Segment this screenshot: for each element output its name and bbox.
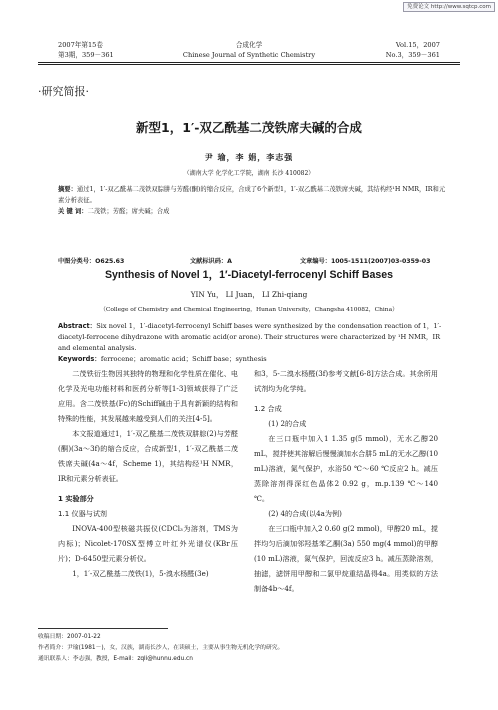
keywords-label-en: Keywords：: [58, 355, 101, 363]
journal-name-zh: 合成化学: [235, 41, 263, 49]
volume-year: Vol.15，2007: [395, 41, 440, 49]
synthesis-4-heading: (2) 4的合成(以4a为例): [268, 509, 342, 518]
journal-name-en: Chinese Journal of Synthetic Chemistry: [182, 50, 316, 59]
subsection-heading-instruments: 1.1 仪器与试剂: [58, 509, 108, 518]
body-left-column: [58, 366, 238, 581]
footnotes: [38, 632, 460, 665]
author-bio: 作者简介：尹瑜(1981－)，女，汉族，湖南长沙人，在读硕士，主要从事生物无机化学的研究。: [38, 645, 284, 651]
abstract-label-en: Abstract：: [58, 322, 97, 330]
synthesis-2-heading: (1) 2的合成: [268, 419, 307, 428]
section-heading-experimental: 1 实验部分: [58, 494, 94, 503]
doc-code: 文献标识码：A: [190, 258, 232, 265]
volume-pages: No.3，359－361: [385, 50, 440, 59]
synthesis-4-paragraph: 在三口瓶中加入2 0.60 g(2 mmol)，甲醇20 mL，搅拌均匀后滴加邻羟基苯乙酮(3a) 550 mg(4 mmol)的甲醇(10 mL)溶液，氮气保护，回流反应3 h。减压蒸除溶剂，抽滤，滤饼用甲醇和二氯甲烷重结晶得4a。用类似的方法制备4b～4f。: [254, 524, 438, 593]
authors-zh: 尹 瑜，李 娟，李志强: [204, 152, 294, 162]
keywords-zh: 二茂铁；芳醛；席夫碱；合成: [87, 208, 170, 215]
keywords-label-zh: 关 键 词：: [58, 208, 88, 215]
body-right-column: [254, 366, 438, 596]
header-rule: [38, 62, 460, 63]
volume-info: [386, 41, 440, 60]
reagents-paragraph: 1，1′-双乙酰基二茂铁(1)，5-溴水杨醛(3e): [72, 569, 209, 578]
paper-title-zh: 新型1，1′-双乙酰基二茂铁席夫碱的合成: [136, 120, 362, 135]
keywords-en: ferrocene；aromatic acid；Schiff base；synthesis: [100, 355, 267, 363]
affiliation-zh: （湖南大学 化学化工学院，湖南 长沙 410082）: [183, 170, 315, 177]
abstract-label-zh: 摘要：: [58, 186, 77, 193]
affiliation-en: （College of Chemistry and Chemical Engineering，Hunan University，Changsha 410082，China）: [99, 307, 399, 313]
abstract-text-en: Six novel 1，1′-diacetyl-ferrocenyl Schiff bases were synthesized by the condensation reaction of 1，1′-diacetyl-ferrocene dihydrazone with aromatic acid(or arone). Their structures were characterized by ¹H NMR，IR and elemental analysis.: [58, 322, 442, 352]
subsection-heading-synthesis: 1.2 合成: [254, 404, 282, 413]
received-date: 收稿日期：2007-01-22: [38, 634, 101, 640]
abstract-zh: [58, 184, 450, 217]
reagents-paragraph-cont: 和3，5-二溴水杨醛(3f)参考文献[6-8]方法合成。其余所用试剂均为化学纯。: [254, 369, 438, 393]
synthesis-2-paragraph: 在三口瓶中加入1 1.35 g(5 mmol)，无水乙醇20 mL，搅拌使其溶解后慢慢滴加水合肼5 mL的无水乙醇(10 mL)溶液，氮气保护，水浴50 ℃～60 ℃反应2 h。减压蒸除溶剂得深红色晶体2 0.92 g，m.p.139 ℃～140 ℃。: [254, 434, 438, 503]
footnote-rule: [38, 628, 168, 629]
abstract-en: [58, 321, 450, 365]
issue-year-volume: 2007年第15卷: [58, 41, 103, 49]
section-tag: ·研究简报·: [38, 85, 89, 98]
intro-paragraph-2: 本文报道通过1，1′-双乙酰基二茂铁双肼腙(2)与芳醛(酮)(3a～3f)的缩合反应，合成新型1，1′-双乙酰基二茂铁席夫碱(4a～4f，Scheme 1)，其结构经¹H NMR，IR和元素分析表征。: [58, 429, 238, 483]
issue-number-pages: 第3期，359－361: [58, 50, 114, 59]
contact-info: 通讯联系人：李志强，教授，E-mail：zqli@hunnu.edu.cn: [38, 656, 193, 662]
header-rule-thin: [38, 64, 460, 65]
article-number: 文章编号：1005-1511(2007)03-0359-03: [300, 258, 431, 265]
intro-paragraph-1: 二茂铁衍生物因其独特的物理和化学性质在催化、电化学及光电功能材料和医药分析等[1-3]领域获得了广泛应用。含二茂铁基(Fc)的Schiff碱由于具有新颖的结构和特殊的性能，其发展越来越受到人们的关注[4-5]。: [58, 369, 238, 423]
instruments-paragraph: INOVA-400型核磁共振仪(CDCl₃为溶剂，TMS为内标)；Nicolet-170SX型傅立叶红外光谱仪(KBr压片)；D-6450型元素分析仪。: [58, 524, 238, 563]
class-number: 中图分类号：O625.63: [58, 258, 125, 265]
source-link-badge[interactable]: 免费论文 http://www.sqtcp.com: [403, 2, 495, 12]
paper-title-en: Synthesis of Novel 1，1′-Diacetyl-ferrocenyl Schiff Bases: [104, 269, 394, 281]
authors-en: YIN Yu， LI Juan， LI Zhi-qiang: [190, 290, 308, 299]
abstract-text-zh: 通过1，1′-双乙酰基二茂铁双腙肼与芳醛(酮)的缩合反应，合成了6个新型1，1′-双乙酰基二茂铁席夫碱，其结构经¹H NMR，IR和元素分析表征。: [58, 186, 446, 204]
